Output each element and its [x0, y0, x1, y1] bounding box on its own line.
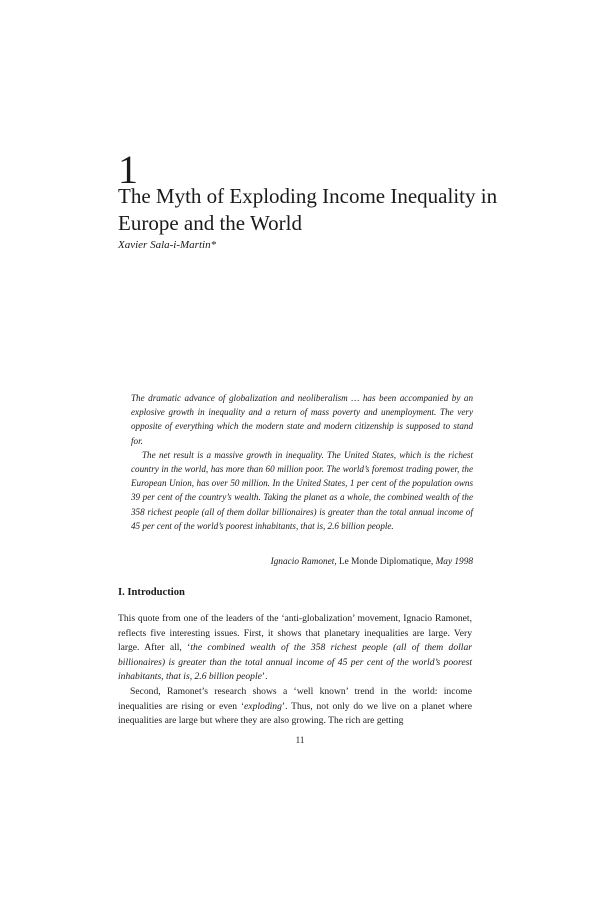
body-text-run: ’. — [261, 671, 268, 683]
chapter-title: The Myth of Exploding Income Inequality in Europe and the World — [118, 184, 498, 235]
body-text — [118, 612, 472, 729]
body-quote: the combined wealth of the 358 richest people (all of them dollar billionaires) is greater than the total annual income of 45 per cent of the world’s poorest inhabitants, that is, 2.6 billion people — [118, 642, 472, 683]
epigraph-paragraph: The dramatic advance of globalization and neoliberalism … has been accompanied by an explosive growth in inequality and a return of mass poverty and unemployment. The very opposite of everything which the modern state and modern citizenship is supposed to stand for. — [131, 393, 473, 446]
epigraph-attribution — [271, 557, 473, 567]
body-text-run: This quote from one of the leaders of the ‘anti-globalization’ movement, Ignacio Ramonet, reflects five interesting issues. First, it shows that planetary inequalities are large. Very large. After all, ‘ — [118, 613, 472, 654]
body-text-run: Second, Ramonet’s research shows a ‘well known’ trend in the world: income inequalities are rising or even ‘ — [118, 685, 472, 712]
chapter-number: 1 — [118, 147, 138, 192]
page-number: 11 — [295, 735, 305, 745]
author-name: Xavier Sala-i-Martin* — [118, 239, 217, 251]
attribution-date: May 1998 — [435, 557, 473, 567]
attribution-source: Le Monde Diplomatique, — [336, 557, 436, 567]
section-heading: I. Introduction — [118, 587, 185, 598]
body-paragraph — [118, 685, 472, 729]
body-text-run: ’. Thus, not only do we live on a planet where inequalities are large but where they are also growing. The rich are getting — [118, 700, 472, 727]
epigraph — [131, 391, 473, 533]
body-paragraph — [118, 612, 472, 685]
attribution-name: Ignacio Ramonet, — [270, 557, 337, 567]
epigraph-paragraph: The net result is a massive growth in inequality. The United States, which is the richest country in the world, has more than 60 million poor. The world’s foremost trading power, the European Union, has over 50 million. In the United States, 1 per cent of the population owns 39 per cent of the country’s wealth. Taking the planet as a whole, the combined wealth of the 358 richest people (all of them dollar billionaires) is greater than the total annual income of 45 per cent of the world’s poorest inhabitants, that is, 2.6 billion people. — [131, 449, 473, 531]
body-emphasis: exploding — [244, 700, 282, 712]
